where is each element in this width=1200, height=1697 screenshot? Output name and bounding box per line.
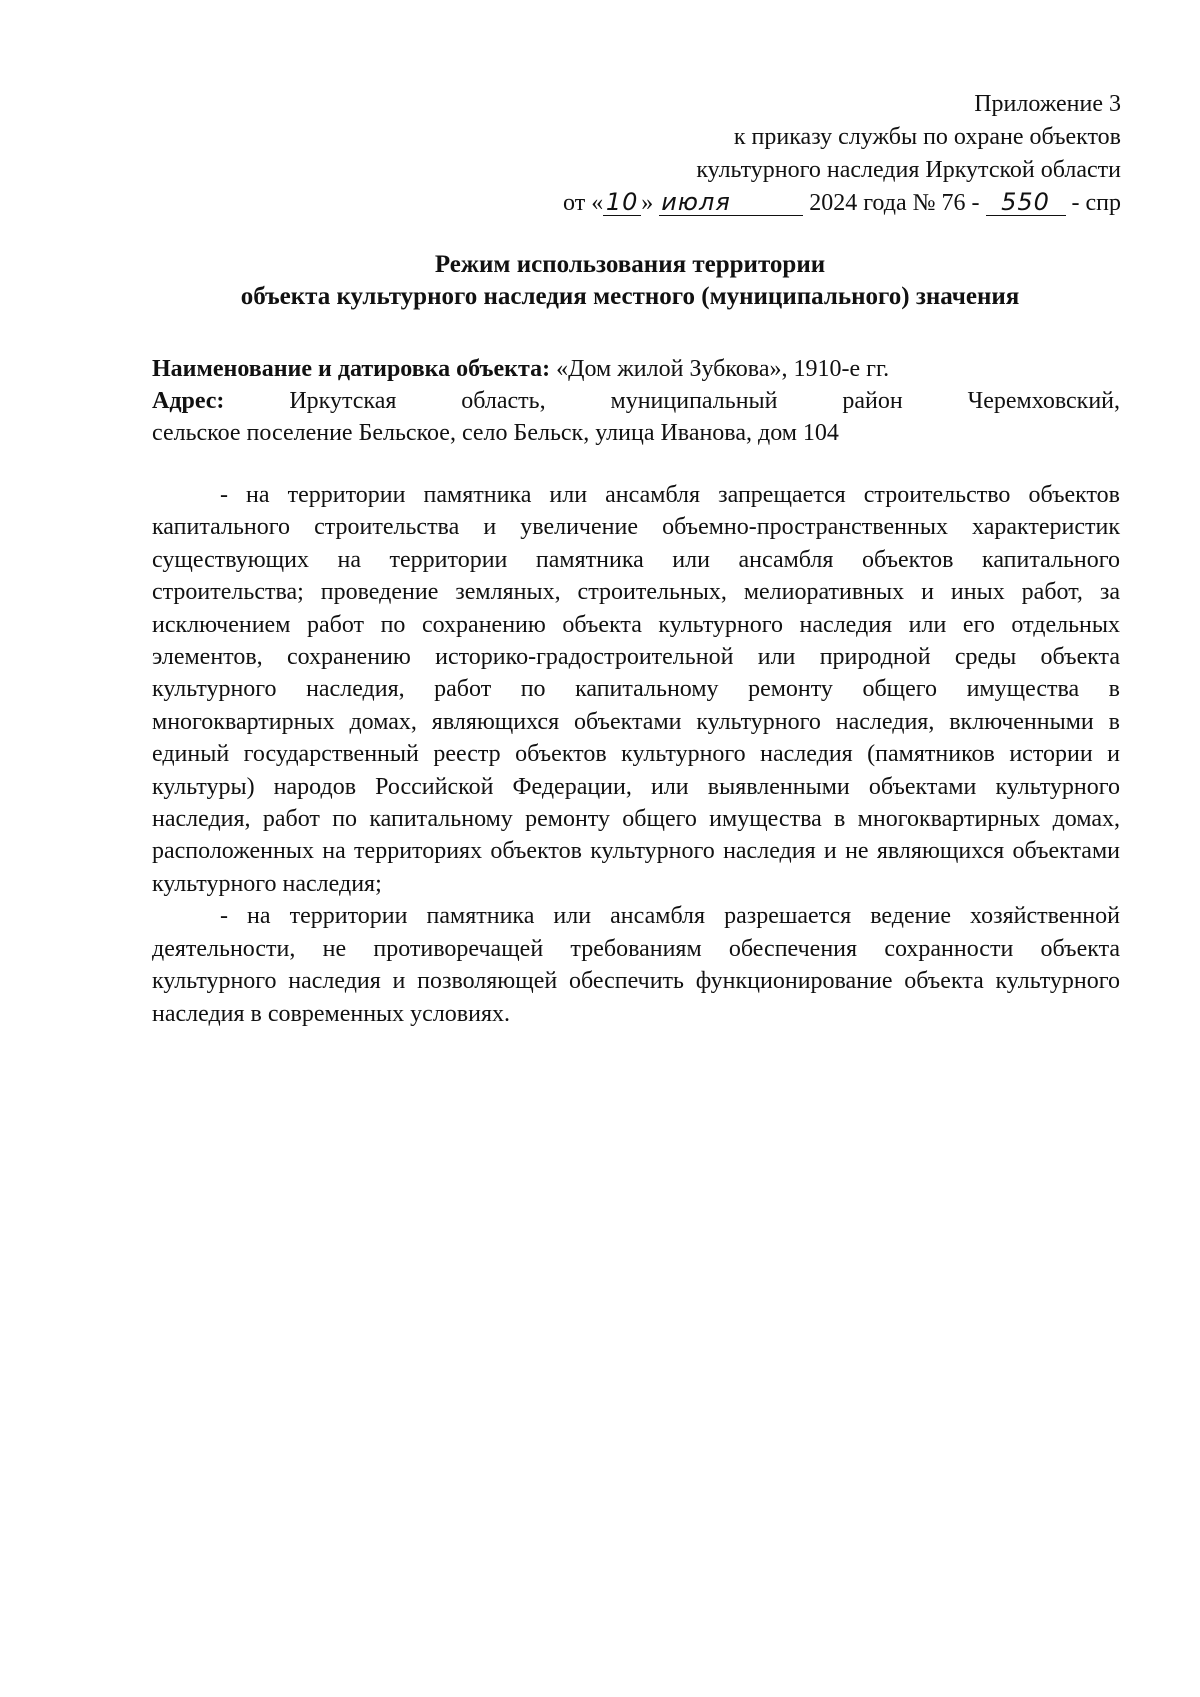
appendix-order-ref: к приказу службы по охране объектов: [733, 124, 1121, 150]
appendix-header: [421, 88, 1121, 220]
object-name-label: Наименование и датировка объекта:: [152, 356, 551, 382]
object-name-value: «Дом жилой Зубкова», 1910-е гг.: [550, 356, 890, 382]
order-year-text: 2024 года № 76 -: [803, 190, 986, 216]
address-word: Черемховский,: [967, 388, 1121, 414]
order-month-handwritten: июля: [659, 189, 803, 216]
title-line-1: Режим использования территории: [434, 251, 826, 278]
object-address-row: [152, 385, 1120, 417]
appendix-number: Приложение 3: [974, 91, 1121, 117]
object-address-label: Адрес:: [152, 388, 225, 414]
object-name-row: [152, 353, 1120, 385]
object-info: [152, 353, 1120, 449]
prohibitions-paragraph: - на территории памятника или ансамбля запрещается строительство объектов капитального строительства и увеличение объемно-пространственных характеристик существующих на территории памятника или ансамбля объектов капитального строительства; проведение земляных, строительных, мелиоративных и иных работ, за исключением работ по сохранению объекта культурного наследия или его отдельных элементов, сохранению историко-градостроительной или природной среды объекта культурного наследия, работ по капитальному ремонту общего имущества в многоквартирных домах, являющихся объектами культурного наследия, включенными в единый государственный реестр объектов культурного наследия (памятников истории и культуры) народов Российской Федерации, или выявленными объектами культурного наследия, работ по капитальному ремонту общего имущества в многоквартирных домах, расположенных на территориях объектов культурного наследия и не являющихся объектами культурного наследия;: [152, 482, 1120, 897]
document-title: [140, 249, 1120, 313]
order-date-line: [421, 187, 1121, 220]
order-suffix: - спр: [1065, 190, 1121, 216]
address-word: муниципальный: [610, 388, 778, 414]
usage-regime-text: [152, 479, 1120, 1030]
order-number-handwritten: 550: [986, 189, 1066, 216]
address-word: область,: [461, 388, 546, 414]
order-prefix: от «: [563, 190, 604, 216]
permissions-paragraph: - на территории памятника или ансамбля разрешается ведение хозяйственной деятельности, не противоречащей требованиям обеспечения сохранности объекта культурного наследия и позволяющей обеспечить функционирование объекта культурного наследия в современных условиях.: [152, 903, 1120, 1027]
object-address-line-2: сельское поселение Бельское, село Бельск, улица Иванова, дом 104: [152, 420, 839, 446]
appendix-authority: культурного наследия Иркутской области: [696, 157, 1121, 183]
order-day-handwritten: 10: [603, 189, 641, 216]
address-word: район: [842, 388, 903, 414]
order-mid: »: [641, 190, 654, 216]
title-line-2: объекта культурного наследия местного (муниципального) значения: [240, 283, 1020, 310]
address-word: Иркутская: [289, 388, 397, 414]
